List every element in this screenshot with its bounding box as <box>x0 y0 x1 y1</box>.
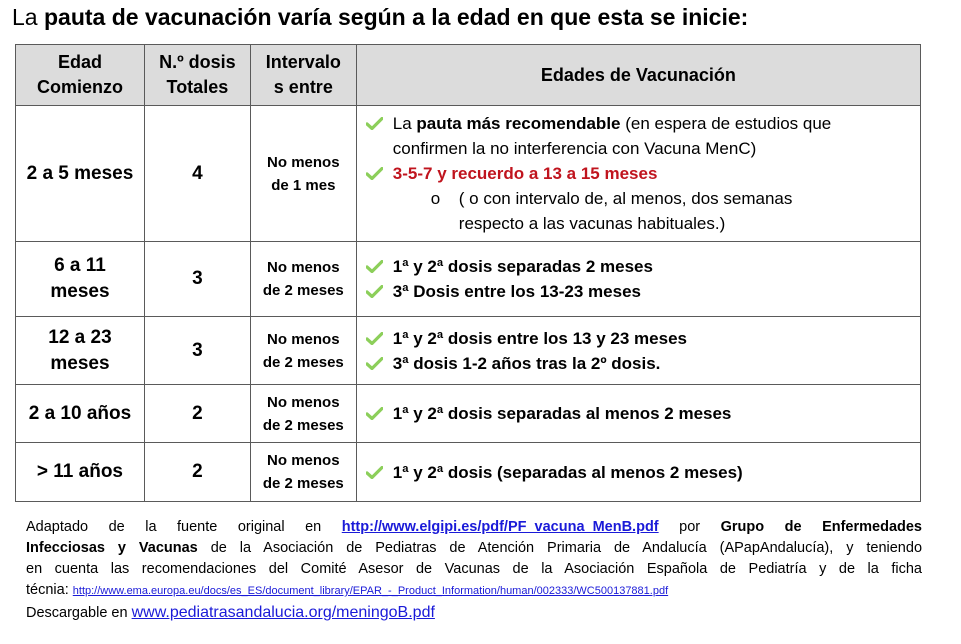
source-link[interactable]: http://www.elgipi.es/pdf/PF_vacuna_MenB.pdf <box>341 519 659 535</box>
header-edad-line1: Edad <box>57 52 102 72</box>
bullet-text: La <box>392 114 417 133</box>
footer-line-2 <box>26 538 922 559</box>
bullet-text: 1ª y 2ª dosis (separadas al menos 2 meses) <box>392 462 743 482</box>
bullet-item <box>393 254 914 279</box>
footer-text: Adaptado de la fuente original en <box>26 519 322 535</box>
row-edades <box>356 242 920 317</box>
row-edad <box>16 443 145 502</box>
row-edad-line: 2 a 10 años <box>28 402 132 424</box>
bullet-text: confirmen la no interferencia con Vacuna MenC) <box>392 139 757 158</box>
row-dosis: 2 <box>144 443 250 502</box>
row-edad-line: 6 a 11 <box>54 255 106 276</box>
check-icon <box>366 117 383 130</box>
bullet-text: 3ª Dosis entre los 13-23 meses <box>392 282 641 301</box>
bullet-item <box>393 279 914 304</box>
check-icon <box>366 466 383 479</box>
row-edades <box>356 317 920 385</box>
row-edad-line: meses <box>50 281 110 302</box>
footer-text: en cuenta las recomendaciones del Comité Asesor de Vacunas de la Asociación Española de Pediatría y de la ficha <box>26 561 922 577</box>
row-dosis: 3 <box>144 242 250 317</box>
row-intervalo-line1: No menos <box>267 452 340 469</box>
row-intervalo-line1: No menos <box>267 153 340 171</box>
footer-line-1 <box>26 517 922 538</box>
bullet-item-red <box>393 161 914 186</box>
bullet-text: 1ª y 2ª dosis separadas 2 meses <box>392 257 653 276</box>
footer-text: de la Asociación de Pediatras de Atención Primaria de Andalucía (APapAndalucía), y teniendo <box>210 540 923 556</box>
row-edades <box>356 443 920 502</box>
check-icon <box>366 407 383 420</box>
footer-text: por <box>679 519 701 535</box>
row-intervalo-line1: No menos <box>267 330 340 348</box>
row-intervalo-line2: de 2 meses <box>262 475 344 492</box>
sub-bullet-item <box>393 186 914 236</box>
bullet-text: 3ª dosis 1-2 años tras la 2º dosis. <box>392 353 661 373</box>
footer-line-4 <box>26 580 922 602</box>
header-dosis-line1: N.º dosis <box>159 52 236 72</box>
footer-text: Descargable en <box>26 605 128 621</box>
header-intervalos-line2: s entre <box>273 77 333 97</box>
row-intervalo-line2: de 2 meses <box>262 353 344 371</box>
title-rest: pauta de vacunación varía según a la edad en que esta se inicie: <box>43 4 749 30</box>
row-dosis: 3 <box>144 317 250 385</box>
sub-bullet-text: ( o con intervalo de, al menos, dos semanas <box>458 189 793 208</box>
table-header-row <box>16 45 921 106</box>
title-prefix: La <box>12 4 44 30</box>
row-intervalo-line1: No menos <box>267 259 340 276</box>
row-intervalo-line2: de 1 mes <box>271 176 336 194</box>
bullet-text: (en espera de estudios que <box>620 114 832 133</box>
footer-line-5 <box>26 602 922 624</box>
sub-bullet-text: respecto a las vacunas habituales.) <box>458 214 726 233</box>
row-intervalo <box>250 317 356 385</box>
row-edad <box>16 385 145 443</box>
check-icon <box>366 332 383 345</box>
table-row <box>16 443 921 502</box>
row-dosis: 4 <box>144 106 250 242</box>
footer-text: técnia: <box>26 582 69 598</box>
header-intervalos-line1: Intervalo <box>265 52 341 72</box>
row-intervalo <box>250 242 356 317</box>
footer-text-bold: Infecciosas y Vacunas <box>26 540 198 556</box>
row-edades <box>356 106 920 242</box>
row-intervalo-line2: de 2 meses <box>262 416 344 434</box>
row-intervalo <box>250 385 356 443</box>
row-edad-line: meses <box>50 352 110 374</box>
bullet-text: 1ª y 2ª dosis entre los 13 y 23 meses <box>392 328 687 348</box>
row-edad <box>16 317 145 385</box>
check-icon <box>366 260 383 273</box>
bullet-item <box>393 460 914 485</box>
bullet-item <box>393 111 914 161</box>
bullet-item <box>393 326 914 351</box>
row-intervalo <box>250 443 356 502</box>
download-link[interactable]: www.pediatrasandalucia.org/meningoB.pdf <box>131 604 435 621</box>
row-edad <box>16 242 145 317</box>
table-row <box>16 385 921 443</box>
footer-text-bold: Grupo de Enfermedades <box>720 519 922 535</box>
header-intervalos <box>250 45 356 106</box>
check-icon <box>366 357 383 370</box>
row-edad <box>16 106 145 242</box>
row-intervalo-line1: No menos <box>267 393 340 411</box>
circle-bullet-icon: o <box>430 189 441 208</box>
table-row <box>16 106 921 242</box>
bullet-item <box>393 351 914 376</box>
row-edad-line: 12 a 23 <box>48 326 112 348</box>
row-edades <box>356 385 920 443</box>
row-edad-line: > 11 años <box>36 461 123 482</box>
header-dosis-totales <box>144 45 250 106</box>
table-row <box>16 242 921 317</box>
check-icon <box>366 285 383 298</box>
table-row <box>16 317 921 385</box>
ema-link[interactable]: http://www.ema.europa.eu/docs/es_ES/document_library/EPAR_-_Product_Information/human/002333/WC500137881.pdf <box>72 585 669 597</box>
header-edades-vacunacion: Edades de Vacunación <box>356 45 920 106</box>
bullet-text-red: 3-5-7 y recuerdo a 13 a 15 meses <box>392 164 658 183</box>
check-icon <box>366 167 383 180</box>
row-intervalo-line2: de 2 meses <box>262 282 344 299</box>
header-edad-line2: Comienzo <box>36 77 123 97</box>
bullet-text-bold: pauta más recomendable <box>416 114 621 133</box>
bullet-text: 1ª y 2ª dosis separadas al menos 2 meses <box>392 404 732 423</box>
header-dosis-line2: Totales <box>166 77 229 97</box>
footer-line-3 <box>26 559 922 580</box>
row-intervalo <box>250 106 356 242</box>
vaccination-table <box>15 44 921 502</box>
row-dosis: 2 <box>144 385 250 443</box>
bullet-item <box>393 401 914 426</box>
header-edad-comienzo <box>16 45 145 106</box>
page-title <box>12 4 748 31</box>
footer-note <box>26 517 922 624</box>
row-edad-line: 2 a 5 meses <box>26 162 134 184</box>
